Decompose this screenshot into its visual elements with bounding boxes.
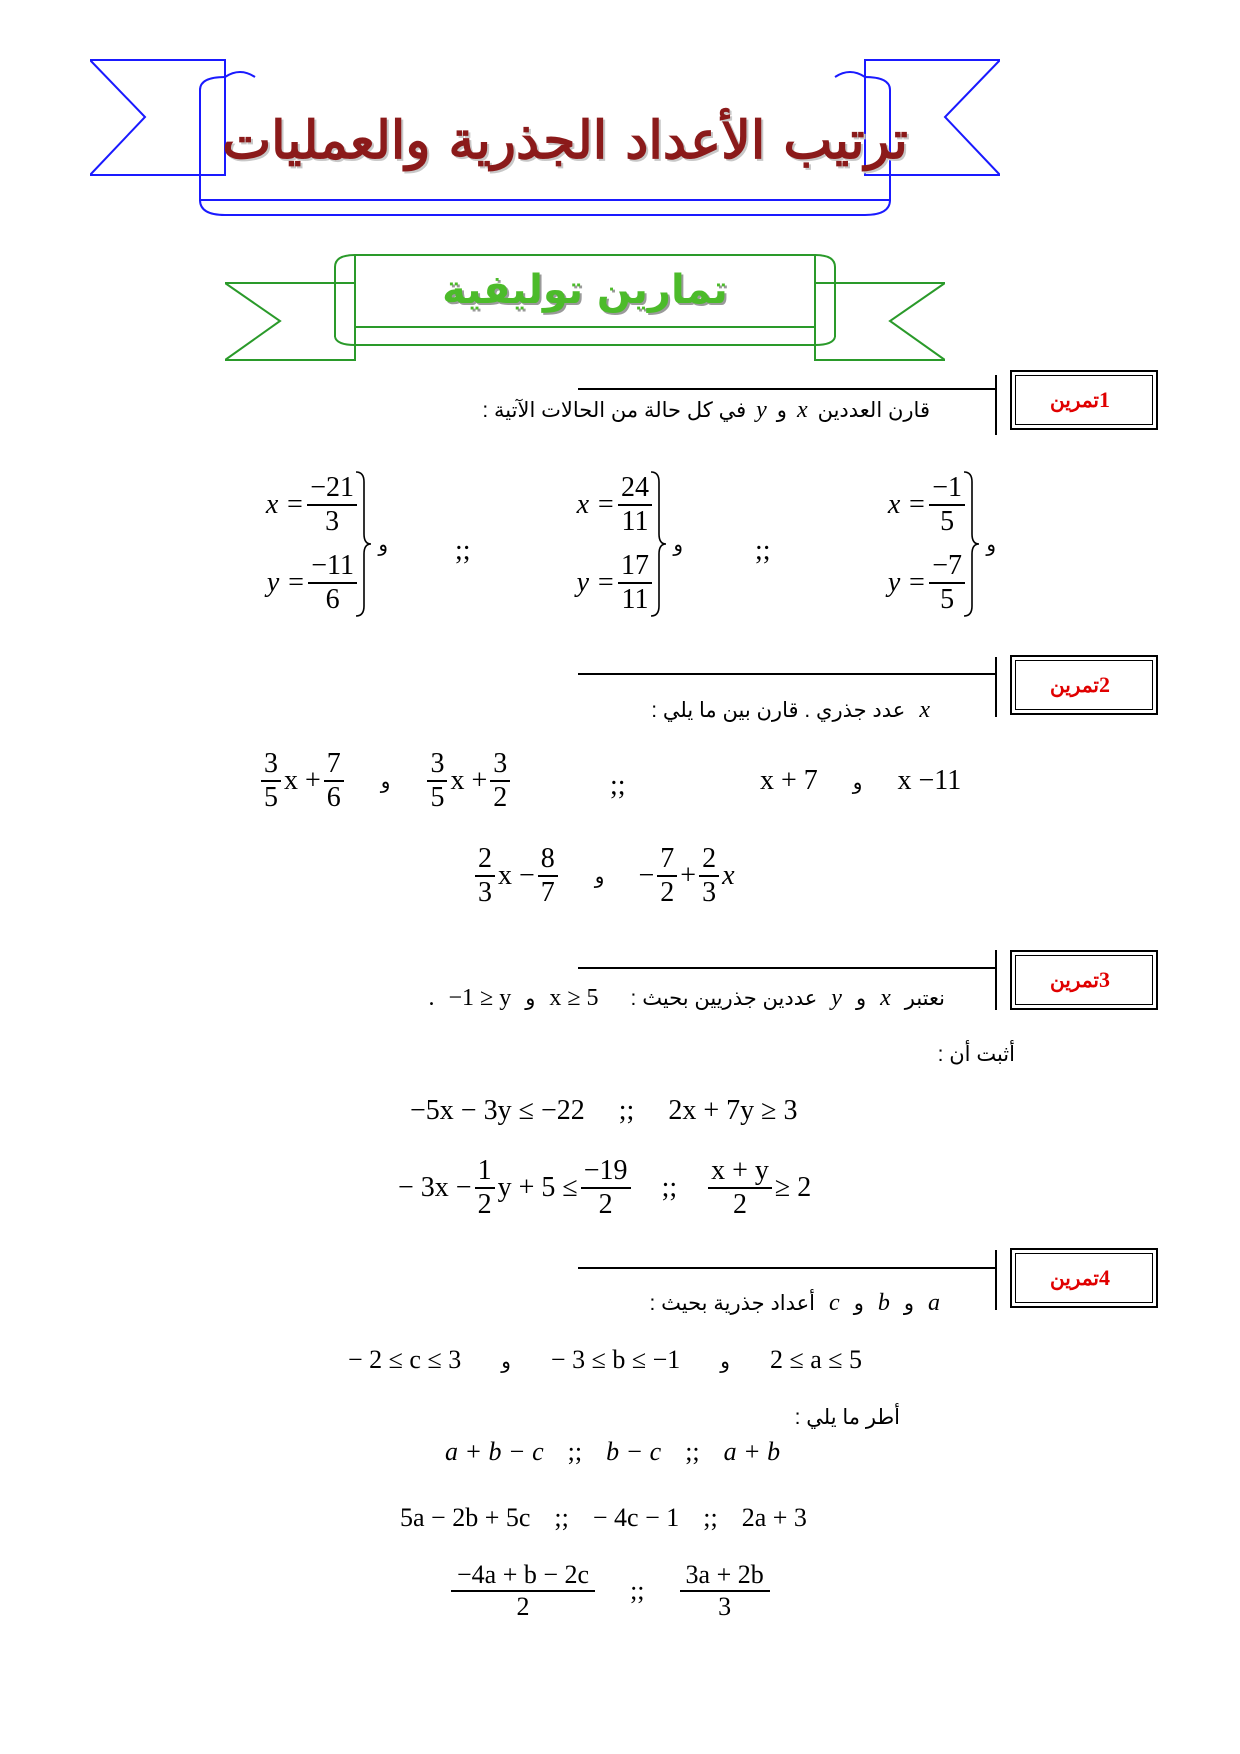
frac-den: 6 xyxy=(326,782,341,814)
frac-num: 3a + 2b xyxy=(680,1560,770,1592)
frac-den: 6 xyxy=(325,584,340,615)
and-word: و xyxy=(986,534,996,556)
exercise-2-divider xyxy=(995,657,997,717)
statement-text: عدد جذري . قارن بين ما يلي : xyxy=(651,699,906,722)
inequality: −5x − 3y ≤ −22 xyxy=(410,1095,585,1126)
exercise-4-number: 4 xyxy=(1098,1265,1110,1290)
var-y: y = xyxy=(576,567,615,598)
condition: 2 ≤ a ≤ 5 xyxy=(769,1345,863,1374)
system-1 xyxy=(838,470,996,620)
var-x: x = xyxy=(887,489,927,520)
frac-den: 5 xyxy=(430,782,445,814)
frac-num: −4a + b − 2c xyxy=(451,1560,595,1592)
var-b: b xyxy=(877,1290,890,1316)
exercise-2-label: تمرين xyxy=(1050,674,1099,697)
y-equation xyxy=(267,548,360,618)
separator: ;; xyxy=(630,1575,645,1605)
expr: − xyxy=(638,860,655,892)
frac-den: 5 xyxy=(264,782,278,814)
frac-num: −19 xyxy=(581,1155,631,1189)
frac-den: 2 xyxy=(493,782,508,814)
expr: − 3x − xyxy=(398,1172,472,1204)
system-2 xyxy=(525,470,683,620)
exercise-3-label: تمرين xyxy=(1050,969,1099,992)
ex3-inequalities-2 xyxy=(398,1155,811,1221)
var-y: y = xyxy=(887,567,927,598)
ex2-compare-2 xyxy=(258,748,513,814)
var-x: x xyxy=(880,985,891,1011)
ex4-expressions-2 xyxy=(400,1503,807,1533)
frac-den: 3 xyxy=(718,1591,732,1621)
ex2-compare-3 xyxy=(472,843,735,909)
exercise-1-statement xyxy=(482,397,930,424)
frac-num: −7 xyxy=(929,550,965,584)
x-equation xyxy=(888,470,968,540)
frac-den: 2 xyxy=(598,1189,613,1221)
expr: a + b − c xyxy=(445,1437,544,1466)
frac-num: 3 xyxy=(490,748,510,782)
exercise-3-statement xyxy=(428,985,945,1012)
ex4-expressions-3 xyxy=(448,1560,773,1622)
frac-den: 2 xyxy=(660,877,675,909)
separator: ;; xyxy=(661,1172,678,1204)
frac-num: 24 xyxy=(618,472,652,506)
expr: 5a − 2b + 5c xyxy=(400,1503,531,1532)
var-y: y xyxy=(756,397,767,423)
exercise-1-label: تمرين xyxy=(1050,389,1099,412)
x-equation xyxy=(577,470,655,540)
and-word: و xyxy=(903,1292,914,1315)
separator: ;; xyxy=(755,535,771,566)
exercise-3-number: 3 xyxy=(1098,967,1110,992)
ex2-compare-1 xyxy=(760,765,961,797)
frac-den: 11 xyxy=(621,506,649,537)
exercise-1-divider xyxy=(995,375,997,435)
expr: − 4c − 1 xyxy=(592,1503,680,1532)
statement-text: قارن العددين xyxy=(817,399,930,422)
exercise-4-rule xyxy=(578,1267,995,1269)
separator: ;; xyxy=(618,1095,635,1126)
y-equation xyxy=(888,548,968,618)
var-x: x = xyxy=(576,489,615,520)
frac-den: 3 xyxy=(702,877,717,909)
var-x: x xyxy=(722,860,735,892)
expr: 2a + 3 xyxy=(741,1503,807,1532)
statement-text: في كل حالة من الحالات الآتية : xyxy=(482,399,747,422)
separator: ;; xyxy=(685,1437,700,1466)
frame-text: أطر ما يلي : xyxy=(794,1406,900,1429)
exercise-2-rule xyxy=(578,673,995,675)
prove-text: أثبت أن : xyxy=(937,1043,1015,1066)
exercise-3-divider xyxy=(995,950,997,1010)
separator: ;; xyxy=(610,770,626,801)
frac-num: 3 xyxy=(427,748,447,782)
frac-num: 1 xyxy=(475,1155,495,1189)
frac-den: 2 xyxy=(516,1591,530,1621)
frac-den: 5 xyxy=(940,584,955,615)
and-word: و xyxy=(720,1351,730,1373)
exercise-2-number: 2 xyxy=(1098,672,1110,697)
exercise-4-label: تمرين xyxy=(1050,1267,1099,1290)
frac-num: 8 xyxy=(538,843,558,877)
exercise-4-divider xyxy=(995,1250,997,1310)
statement-text: عددين جذريين بحيث : xyxy=(630,987,818,1010)
statement-text: أعداد جذرية بحيث : xyxy=(649,1292,816,1315)
and-word: و xyxy=(594,865,605,888)
and-word: و xyxy=(853,1292,864,1315)
frac-num: 2 xyxy=(699,843,719,877)
expr: x − xyxy=(498,860,535,892)
exercise-2-label-box xyxy=(1010,655,1158,715)
condition: − 3 ≤ b ≤ −1 xyxy=(550,1345,681,1374)
frac-num: 2 xyxy=(475,843,495,877)
x-equation xyxy=(266,470,360,540)
frac-num: 17 xyxy=(618,550,652,584)
expr: + xyxy=(680,860,697,892)
frac-den: 5 xyxy=(940,506,955,537)
frac-num: −1 xyxy=(929,472,965,506)
ex4-conditions xyxy=(348,1345,862,1375)
frac-den: 2 xyxy=(733,1189,748,1221)
and-word: و xyxy=(776,399,787,422)
frac-den: 3 xyxy=(325,506,340,537)
frac-den: 11 xyxy=(621,584,649,615)
separator: ;; xyxy=(703,1503,718,1532)
condition: x ≥ 5 xyxy=(549,985,599,1011)
and-word: و xyxy=(855,987,867,1010)
system-3 xyxy=(230,470,388,620)
exercise-4-label-box xyxy=(1010,1248,1158,1308)
frac-num: −11 xyxy=(308,550,357,584)
and-word: و xyxy=(525,987,536,1010)
and-word: و xyxy=(673,534,683,556)
frac-den: 2 xyxy=(477,1189,492,1221)
frac-num: 7 xyxy=(324,748,344,782)
page-subtitle: تمارين توليفية xyxy=(442,267,728,313)
var-c: c xyxy=(829,1290,840,1316)
expr: ≥ 2 xyxy=(774,1172,812,1204)
frac-num: 7 xyxy=(657,843,677,877)
page-title: ترتيب الأعداد الجذرية والعمليات xyxy=(222,109,908,171)
expr: y + 5 ≤ xyxy=(497,1172,578,1204)
var-x: x xyxy=(796,397,808,423)
inequality: 2x + 7y ≥ 3 xyxy=(668,1095,798,1126)
expr: x + 7 xyxy=(760,765,818,796)
and-word: و xyxy=(501,1351,511,1373)
exercise-1-label-box xyxy=(1010,370,1158,430)
frac-num: −21 xyxy=(307,472,357,506)
ex3-inequalities-1 xyxy=(410,1095,797,1127)
statement-text: نعتبر xyxy=(904,987,945,1010)
frac-den: 3 xyxy=(478,877,492,909)
exercise-4-statement xyxy=(650,1290,941,1317)
frac-num: x + y xyxy=(708,1155,772,1189)
frac-den: 7 xyxy=(540,877,555,909)
condition: −1 ≥ y xyxy=(448,985,512,1011)
exercise-3-rule xyxy=(578,967,995,969)
exercise-1-rule xyxy=(578,388,995,390)
expr: x + xyxy=(450,765,488,797)
var-x: x = xyxy=(265,489,305,520)
separator: ;; xyxy=(554,1503,569,1532)
var-a: a xyxy=(928,1290,940,1316)
exercise-1-number: 1 xyxy=(1098,387,1110,412)
separator: ;; xyxy=(455,535,471,566)
exercise-3-label-box xyxy=(1010,950,1158,1010)
exercise-2-statement xyxy=(651,697,930,724)
expr: a + b xyxy=(723,1437,781,1466)
var-y: y xyxy=(831,985,842,1011)
expr: b − c xyxy=(606,1437,662,1466)
y-equation xyxy=(577,548,655,618)
ex4-expressions-1 xyxy=(445,1437,780,1467)
expr: x + xyxy=(284,765,321,797)
and-word: و xyxy=(852,772,863,794)
and-word: و xyxy=(380,770,391,793)
var-y: y = xyxy=(266,567,306,598)
period: . xyxy=(428,985,435,1011)
frac-num: 3 xyxy=(261,748,281,782)
separator: ;; xyxy=(567,1437,583,1466)
var-x: x xyxy=(919,697,930,723)
and-word: و xyxy=(378,534,388,556)
expr: x −11 xyxy=(897,765,962,796)
condition: − 2 ≤ c ≤ 3 xyxy=(348,1345,462,1374)
